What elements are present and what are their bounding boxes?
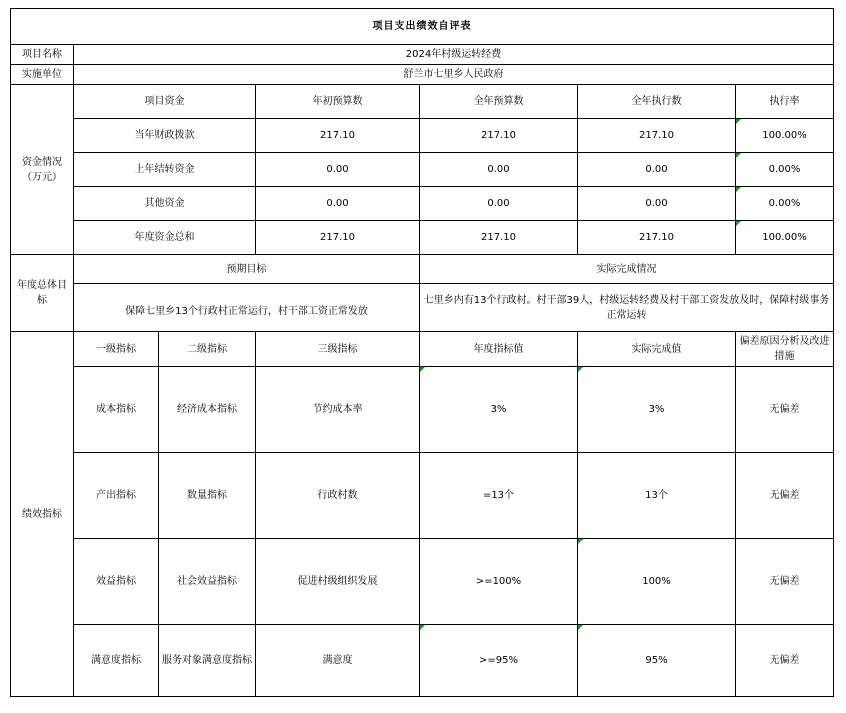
indicator-target: >=100% (420, 539, 578, 625)
indicator-level3: 节约成本率 (256, 367, 420, 453)
indicator-level1: 效益指标 (74, 539, 159, 625)
fund-name: 其他资金 (74, 187, 256, 221)
indicator-deviation: 无偏差 (736, 367, 834, 453)
fund-initial: 0.00 (256, 153, 420, 187)
header-actual: 实际完成值 (578, 332, 736, 367)
header-target: 年度指标值 (420, 332, 578, 367)
goals-section-label: 年度总体目标 (11, 255, 74, 332)
funds-header-annual: 全年预算数 (420, 85, 578, 119)
indicator-target: 3% (420, 367, 578, 453)
fund-initial: 0.00 (256, 187, 420, 221)
indicator-level1: 产出指标 (74, 453, 159, 539)
indicator-level2: 社会效益指标 (159, 539, 256, 625)
header-level2: 二级指标 (159, 332, 256, 367)
indicator-level3: 促进村级组织发展 (256, 539, 420, 625)
indicator-actual: 3% (578, 367, 736, 453)
table-row (11, 625, 834, 697)
performance-section-label: 绩效指标 (11, 332, 74, 697)
implementer-value: 舒兰市七里乡人民政府 (74, 65, 834, 85)
expected-goal-header: 预期目标 (74, 255, 420, 284)
indicator-deviation: 无偏差 (736, 625, 834, 697)
self-evaluation-table (10, 8, 834, 697)
table-row (11, 221, 834, 255)
indicator-deviation: 无偏差 (736, 453, 834, 539)
fund-name: 当年财政拨款 (74, 119, 256, 153)
table-row (11, 539, 834, 625)
indicator-level3: 满意度 (256, 625, 420, 697)
table-row (11, 153, 834, 187)
fund-initial: 217.10 (256, 221, 420, 255)
fund-executed: 217.10 (578, 221, 736, 255)
funds-header-source: 项目资金 (74, 85, 256, 119)
header-level1: 一级指标 (74, 332, 159, 367)
indicator-level1: 成本指标 (74, 367, 159, 453)
implementer-label: 实施单位 (11, 65, 74, 85)
table-row (11, 367, 834, 453)
indicator-deviation: 无偏差 (736, 539, 834, 625)
indicator-level2: 经济成本指标 (159, 367, 256, 453)
table-row (11, 453, 834, 539)
funds-header-initial: 年初预算数 (256, 85, 420, 119)
fund-initial: 217.10 (256, 119, 420, 153)
fund-executed: 0.00 (578, 153, 736, 187)
indicator-level2: 数量指标 (159, 453, 256, 539)
table-row (11, 187, 834, 221)
expected-goal-text: 保障七里乡13个行政村正常运行，村干部工资正常发放 (74, 284, 420, 332)
indicator-target: >=95% (420, 625, 578, 697)
actual-completion-header: 实际完成情况 (420, 255, 834, 284)
fund-name: 年度资金总和 (74, 221, 256, 255)
project-name-label: 项目名称 (11, 45, 74, 65)
table-row (11, 119, 834, 153)
indicator-actual: 13个 (578, 453, 736, 539)
fund-rate: 100.00% (736, 221, 834, 255)
fund-annual: 0.00 (420, 187, 578, 221)
indicator-level3: 行政村数 (256, 453, 420, 539)
fund-annual: 0.00 (420, 153, 578, 187)
fund-executed: 217.10 (578, 119, 736, 153)
fund-annual: 217.10 (420, 119, 578, 153)
funds-header-rate: 执行率 (736, 85, 834, 119)
project-name-value: 2024年村级运转经费 (74, 45, 834, 65)
funds-header-executed: 全年执行数 (578, 85, 736, 119)
indicator-actual: 95% (578, 625, 736, 697)
fund-rate: 100.00% (736, 119, 834, 153)
fund-annual: 217.10 (420, 221, 578, 255)
fund-rate: 0.00% (736, 153, 834, 187)
fund-executed: 0.00 (578, 187, 736, 221)
indicator-level1: 满意度指标 (74, 625, 159, 697)
page-title: 项目支出绩效自评表 (11, 9, 834, 45)
actual-completion-text: 七里乡内有13个行政村。村干部39人，村级运转经费及村干部工资发放及时，保障村级事务正常运转 (420, 284, 834, 332)
header-level3: 三级指标 (256, 332, 420, 367)
funds-section-label: 资金情况（万元） (11, 85, 74, 255)
indicator-actual: 100% (578, 539, 736, 625)
fund-rate: 0.00% (736, 187, 834, 221)
header-deviation: 偏差原因分析及改进措施 (736, 332, 834, 367)
indicator-target: =13个 (420, 453, 578, 539)
fund-name: 上年结转资金 (74, 153, 256, 187)
indicator-level2: 服务对象满意度指标 (159, 625, 256, 697)
